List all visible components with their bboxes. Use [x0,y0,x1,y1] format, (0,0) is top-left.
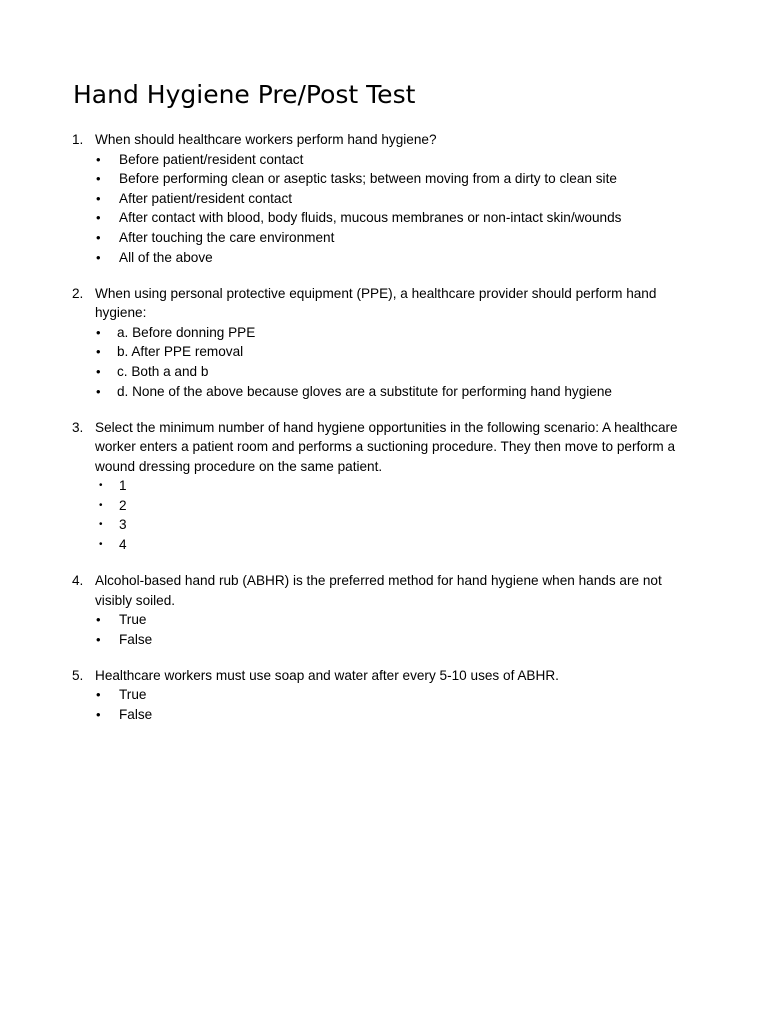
option-text: Before performing clean or aseptic tasks; between moving from a dirty to clean site [119,171,617,187]
bullet-icon: • [96,249,101,265]
bullet-icon: • [96,324,101,340]
option-list [95,685,692,724]
option-item [95,685,692,705]
bullet-icon: • [96,344,101,360]
option-text: After contact with blood, body fluids, mucous membranes or non-intact skin/wounds [119,210,622,226]
option-text: True [119,687,147,703]
question-text: Healthcare workers must use soap and water after every 5-10 uses of ABHR. [95,667,559,683]
option-text: 2 [119,497,127,513]
option-item [95,342,692,362]
option-item [95,228,692,248]
option-list [95,150,692,268]
option-item [95,248,692,268]
option-list [95,476,692,554]
question-list [72,130,692,741]
bullet-icon: • [96,210,101,226]
option-text: d. None of the above because gloves are a substitute for performing hand hygiene [117,383,612,399]
bullet-icon: • [96,363,101,379]
question-text: Select the minimum number of hand hygiene opportunities in the following scenario: A healthcare worker enters a patient room and performs a suctioning procedure. They then move to perform a wound dressing procedure on the same patient. [95,419,678,474]
bullet-icon: • [99,539,103,551]
option-text: 1 [119,478,127,494]
question-number: 2. [72,285,84,301]
bullet-icon: • [99,499,103,511]
option-item [95,630,692,650]
option-text: c. Both a and b [117,363,209,379]
bullet-icon: • [96,612,101,628]
bullet-icon: • [96,707,101,722]
question-4 [72,571,692,649]
question-number: 5. [72,667,84,683]
option-text: All of the above [119,249,213,265]
bullet-icon: • [96,190,101,206]
bullet-icon: • [96,687,101,703]
bullet-icon: • [96,229,101,245]
option-item [95,323,692,343]
bullet-icon: • [96,151,101,167]
option-list [95,610,692,649]
option-text: 3 [119,517,127,533]
bullet-icon: • [96,631,101,647]
option-text: False [119,707,153,722]
question-text: When using personal protective equipment (PPE), a healthcare provider should perform hand hygiene: [95,285,657,321]
option-item [95,382,692,402]
question-3 [72,418,692,555]
option-item [95,515,692,535]
option-list [95,323,692,401]
question-text: When should healthcare workers perform hand hygiene? [95,132,437,147]
option-text: True [119,612,147,628]
option-item [95,476,692,496]
option-text: 4 [119,537,127,553]
option-text: a. Before donning PPE [117,324,256,340]
option-item [95,169,692,189]
question-number: 3. [72,419,84,435]
question-text: Alcohol-based hand rub (ABHR) is the preferred method for hand hygiene when hands are not visibly soiled. [95,573,662,608]
option-item [95,150,692,170]
question-number: 1. [72,132,84,147]
question-2 [72,284,692,402]
bullet-icon: • [99,519,103,531]
option-text: After touching the care environment [119,229,335,245]
option-item [95,189,692,209]
option-item [95,705,692,725]
option-item [95,610,692,630]
bullet-icon: • [96,383,101,399]
option-text: False [119,631,153,647]
option-item [95,496,692,516]
question-number: 4. [72,573,84,589]
question-1 [72,130,692,267]
option-item [95,535,692,555]
option-text: b. After PPE removal [117,344,244,360]
bullet-icon: • [96,171,101,187]
option-text: Before patient/resident contact [119,151,304,167]
document-title: Hand Hygiene Pre/Post Test [73,80,416,109]
option-item [95,208,692,228]
question-5 [72,666,692,725]
option-text: After patient/resident contact [119,190,293,206]
bullet-icon: • [99,480,103,492]
option-item [95,362,692,382]
